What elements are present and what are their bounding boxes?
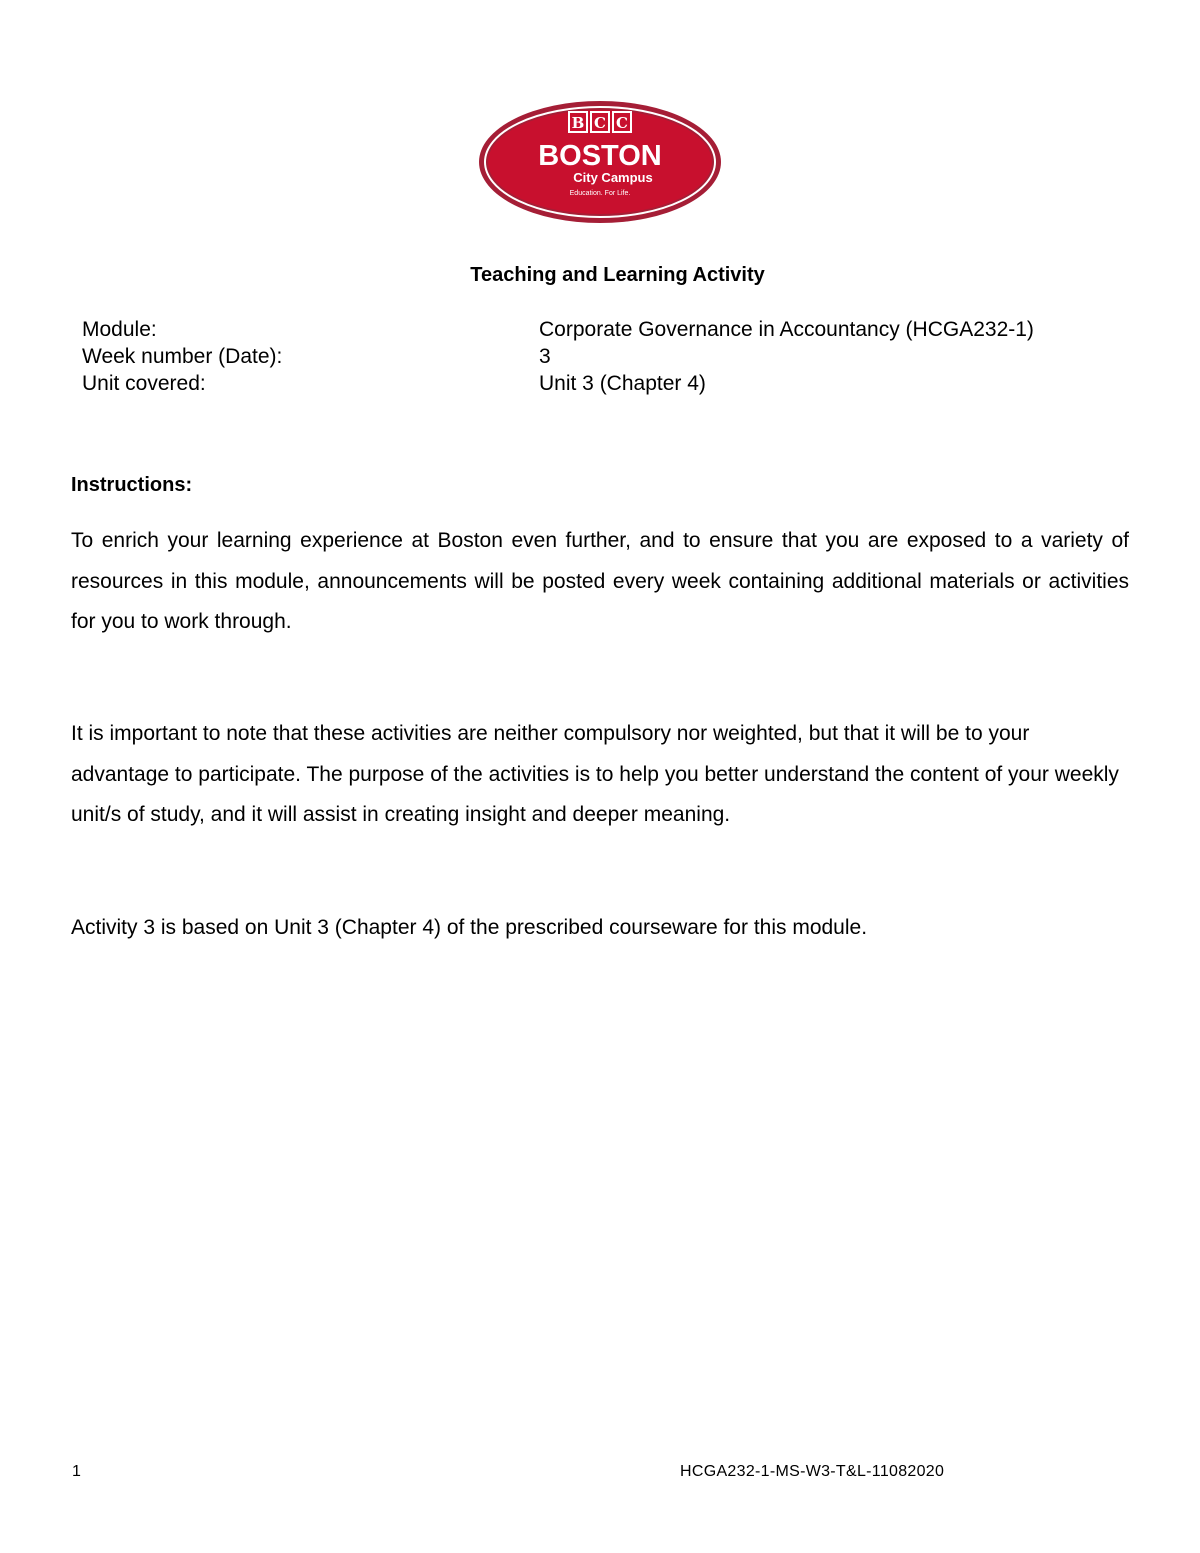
instructions-paragraph: Activity 3 is based on Unit 3 (Chapter 4) of the prescribed courseware for this module. (71, 916, 868, 939)
logo-initial: C (594, 114, 606, 132)
module-value: Corporate Governance in Accountancy (HCGA232-1) (539, 318, 1034, 341)
week-number-value: 3 (539, 345, 551, 368)
unit-covered-value: Unit 3 (Chapter 4) (539, 372, 706, 395)
unit-covered-label: Unit covered: (82, 372, 206, 395)
instructions-paragraph: To enrich your learning experience at Boston even further, and to ensure that you are exposed to a variety of resources in this module, announcements will be posted every week containing additional materials or activities for you to work through. (71, 529, 1129, 633)
logo-initial: B (571, 114, 585, 132)
week-number-label: Week number (Date): (82, 345, 283, 368)
document-title: Teaching and Learning Activity (470, 264, 765, 286)
boston-city-campus-logo (478, 100, 722, 224)
logo-tagline: Education. For Life. (569, 190, 631, 197)
footer-document-code: HCGA232-1-MS-W3-T&L-11082020 (680, 1463, 945, 1480)
logo-initial: C (616, 114, 628, 132)
logo-name: BOSTON (538, 140, 662, 172)
footer-page-number: 1 (72, 1463, 81, 1480)
logo-campus: City Campus (573, 170, 653, 185)
instructions-heading: Instructions: (71, 474, 193, 496)
instructions-paragraph: It is important to note that these activities are neither compulsory nor weighted, but that it will be to your advantage to participate. The purpose of the activities is to help you better understand the content of your weekly unit/s of study, and it will assist in creating insight and deeper meaning. (71, 722, 1119, 826)
logo-initials-boxes (569, 112, 631, 132)
module-label: Module: (82, 318, 157, 341)
